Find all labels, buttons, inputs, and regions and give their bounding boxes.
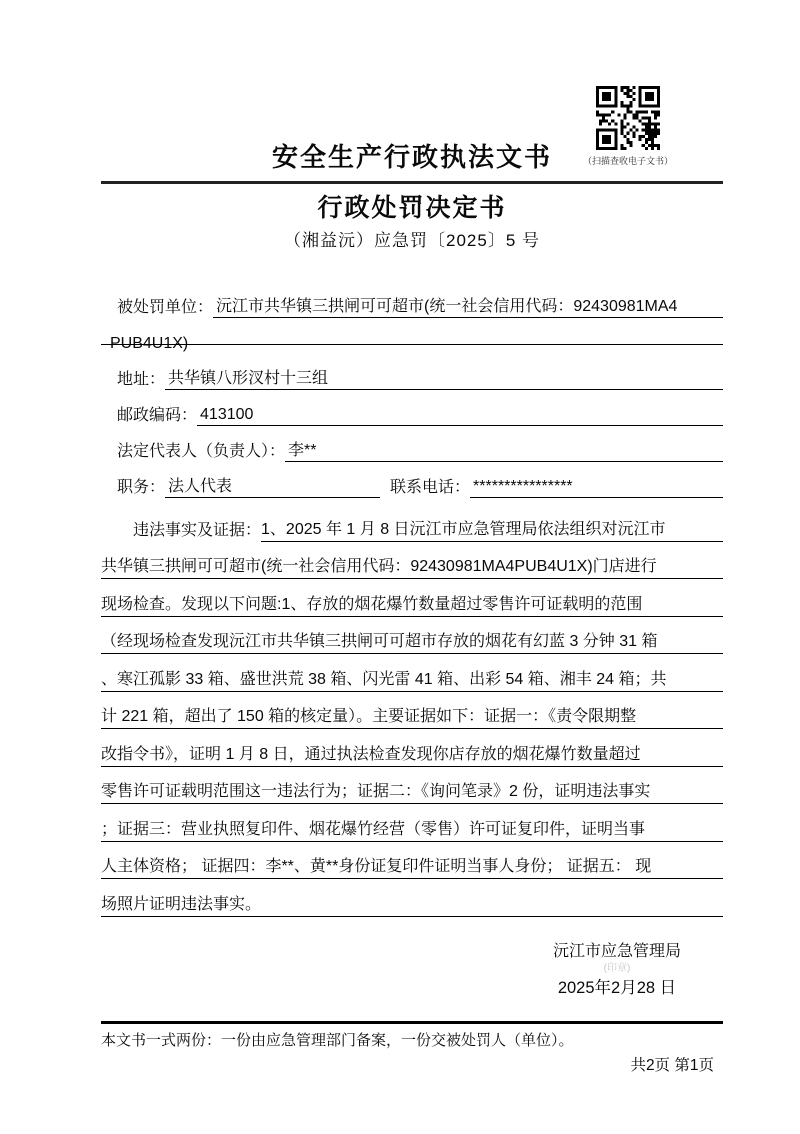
address-label: 地址： bbox=[117, 371, 166, 388]
penalized-unit-label: 被处罚单位： bbox=[117, 299, 214, 316]
field-legal-rep bbox=[101, 426, 723, 462]
violation-line: 、寒江孤影 33 箱、盛世洪荒 38 箱、闪光雷 41 箱、出彩 54 箱、湘丰 24 箱；共 bbox=[101, 654, 723, 692]
doc-number: （湘益沅）应急罚〔2025〕5 号 bbox=[284, 231, 540, 250]
legal-rep-value: 李** bbox=[285, 437, 723, 462]
header-divider bbox=[101, 181, 723, 184]
issue-date: 2025年2月28 日 bbox=[557, 978, 677, 997]
violation-text: 1、2025 年 1 月 8 日沅江市应急管理局依法组织对沅江市 bbox=[261, 516, 723, 542]
footer-divider bbox=[101, 1021, 723, 1024]
violation-line: ；证据三：营业执照复印件、烟花爆竹经营（零售）许可证复印件，证明当事 bbox=[101, 804, 723, 842]
field-position-phone bbox=[101, 462, 723, 498]
phone-value: **************** bbox=[470, 478, 723, 498]
penalized-unit-value-overflow: PUB4U1X) bbox=[110, 335, 189, 352]
violation-line: 人主体资格； 证据四：李**、黄**身份证复印件证明当事人身份； 证据五： 现 bbox=[101, 842, 723, 880]
violation-line: 场照片证明违法事实。 bbox=[101, 879, 723, 917]
address-value: 共华镇八形汊村十三组 bbox=[165, 365, 723, 390]
agency-name: 沅江市应急管理局 bbox=[552, 942, 681, 960]
violation-line bbox=[101, 504, 723, 542]
violation-line: 现场检查。发现以下问题:1、存放的烟花爆竹数量超过零售许可证载明的范围 bbox=[101, 579, 723, 617]
page-info: 共2页 第1页 bbox=[630, 1056, 714, 1074]
qr-caption: （扫描查收电子文书） bbox=[582, 156, 673, 166]
doc-title: 行政处罚决定书 bbox=[317, 194, 507, 222]
field-penalized-unit bbox=[101, 282, 723, 318]
violation-line: 零售许可证载明范围这一违法行为；证据二：《询问笔录》2 份，证明违法事实 bbox=[101, 767, 723, 805]
fields-section bbox=[101, 282, 723, 498]
violation-line: 改指令书》，证明 1 月 8 日，通过执法检查发现你店存放的烟花爆竹数量超过 bbox=[101, 729, 723, 767]
violation-line: 共华镇三拱闸可可超市(统一社会信用代码：92430981MA4PUB4U1X)门店进行 bbox=[101, 542, 723, 580]
violation-label: 违法事实及证据： bbox=[133, 521, 262, 539]
position-label: 职务： bbox=[117, 479, 166, 496]
postcode-value: 413100 bbox=[197, 406, 723, 426]
field-postcode bbox=[101, 390, 723, 426]
position-value: 法人代表 bbox=[165, 473, 380, 498]
seal-note: (印章) bbox=[603, 962, 631, 974]
violation-section bbox=[101, 504, 723, 917]
footer-note: 本文书一式两份：一份由应急管理部门备案，一份交被处罚人（单位）。 bbox=[101, 1031, 574, 1049]
field-penalized-unit-wrap bbox=[101, 318, 723, 354]
field-rule-line bbox=[101, 344, 723, 345]
field-address bbox=[101, 354, 723, 390]
legal-rep-label: 法定代表人（负责人）： bbox=[117, 443, 286, 460]
violation-line: （经现场检查发现沅江市共华镇三拱闸可可超市存放的烟花有幻蓝 3 分钟 31 箱 bbox=[101, 617, 723, 655]
signature-block bbox=[553, 942, 681, 998]
document-content bbox=[101, 0, 723, 1075]
penalized-unit-value: 沅江市共华镇三拱闸可可超市(统一社会信用代码：92430981MA4 bbox=[213, 293, 723, 318]
postcode-label: 邮政编码： bbox=[117, 407, 198, 424]
violation-line: 计 221 箱，超出了 150 箱的核定量）。主要证据如下：证据一：《责令限期整 bbox=[101, 692, 723, 730]
phone-label: 联系电话： bbox=[390, 479, 471, 496]
doc-category-title: 安全生产行政执法文书 bbox=[271, 142, 552, 172]
